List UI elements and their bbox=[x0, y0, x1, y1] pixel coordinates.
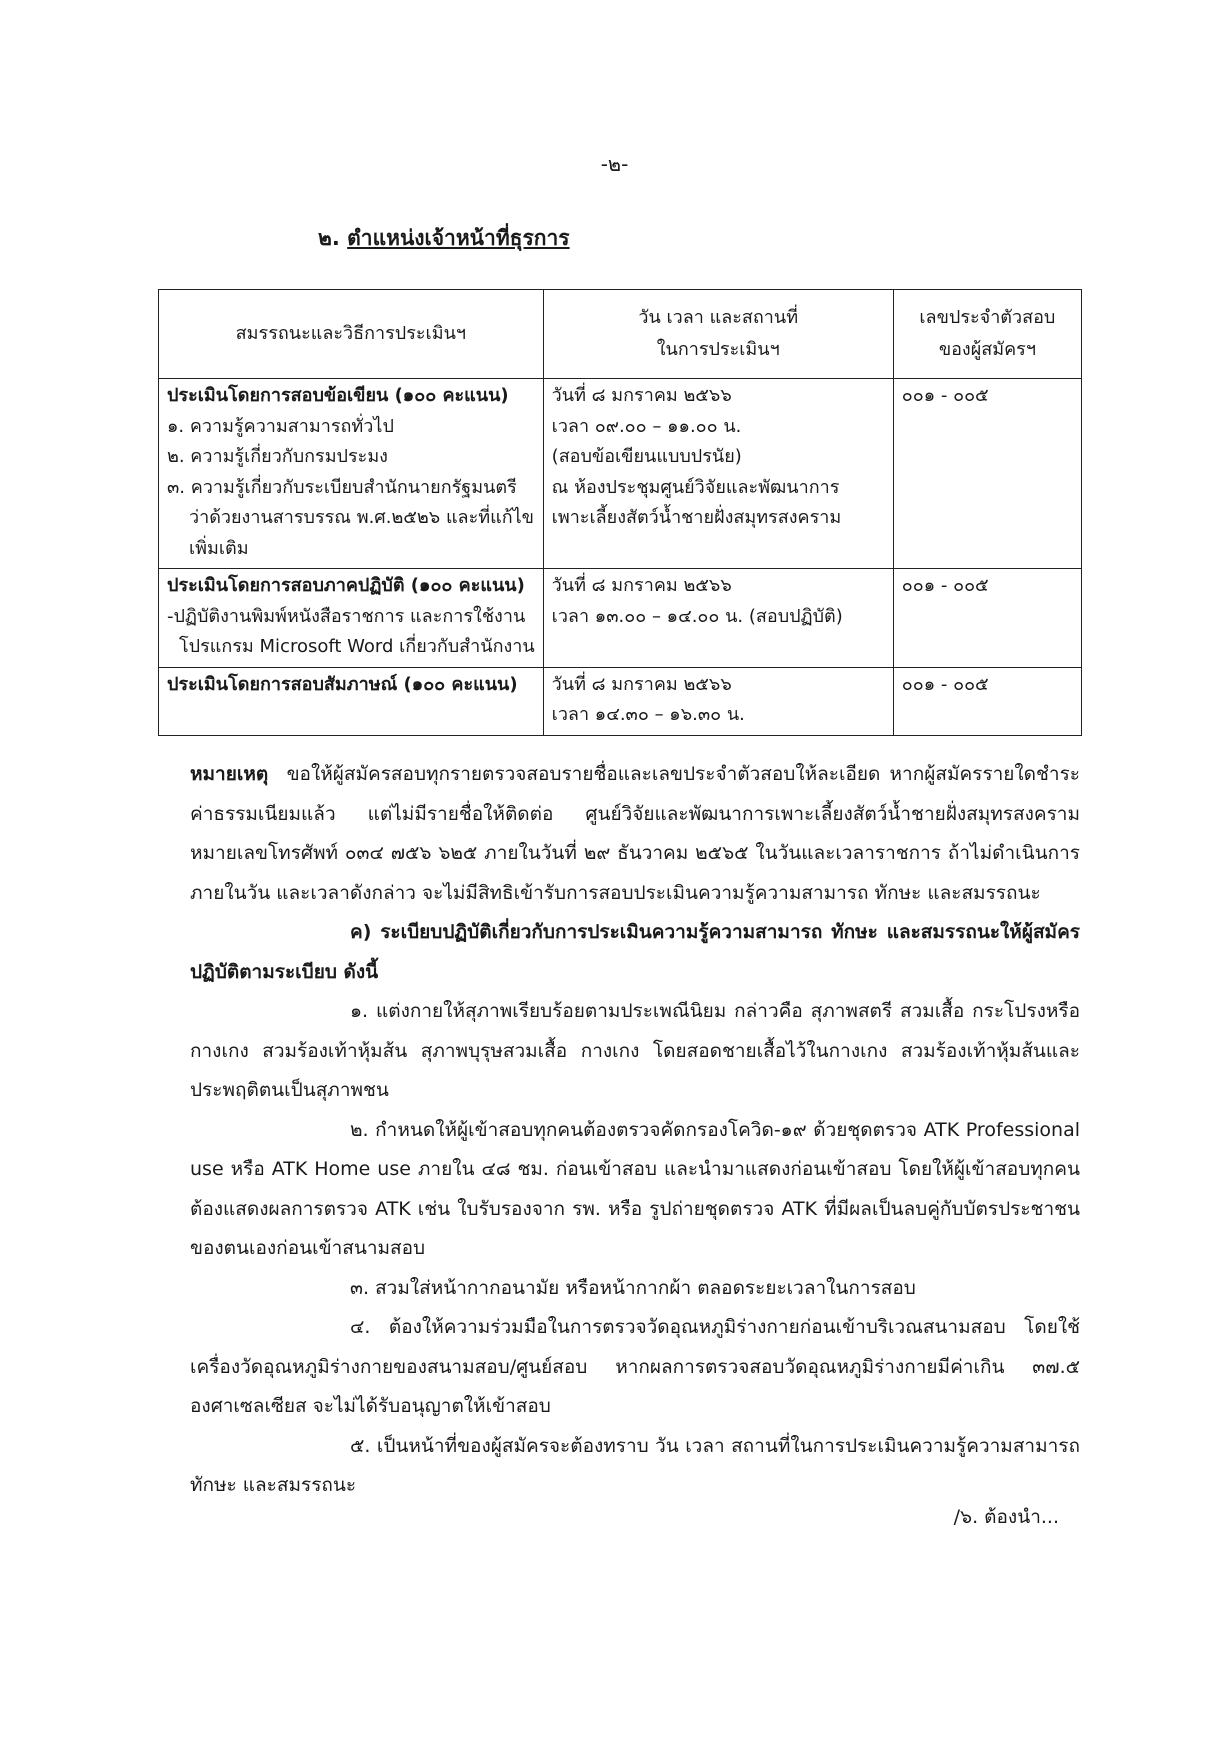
note-text: ขอให้ผู้สมัครสอบทุกรายตรวจสอบรายชื่อและเลขประจำตัวสอบให้ละเอียด หากผู้สมัครรายใดชำระค่าธรรมเนียมแล้ว แต่ไม่มีรายชื่อให้ติดต่อ ศูนย์วิจัยและพัฒนาการเพาะเลี้ยงสัตว์น้ำชายฝั่งสมุทรสงคราม หมายเลขโทรศัพท์ ๐๓๔ ๗๕๖ ๖๒๕ ภายในวันที่ ๒๙ ธันวาคม ๒๕๖๕ ในวันและเวลาราชการ ถ้าไม่ดำเนินการภายในวัน และเวลาดังกล่าว จะไม่มีสิทธิเข้ารับการสอบประเมินความรู้ความสามารถ ทักษะ และสมรรถนะ bbox=[190, 763, 1080, 904]
page-number: -๒- bbox=[600, 152, 629, 176]
competency-cell: ประเมินโดยการสอบข้อเขียน (๑๐๐ คะแนน) ๑. ความรู้ความสามารถทั่วไป ๒. ความรู้เกี่ยวกับกรมประมง ๓. ความรู้เกี่ยวกับระเบียบสำนักนายกรัฐมนตรี ว่าด้วยงานสารบรรณ พ.ศ.๒๕๒๖ และที่แก้ไข เพิ่มเติม bbox=[159, 379, 544, 569]
section-title-text: ตำแหน่งเจ้าหน้าที่ธุรการ bbox=[347, 226, 570, 250]
table-header-row bbox=[159, 290, 1082, 379]
exam-ids-cell: ๐๐๑ - ๐๐๕ bbox=[893, 569, 1081, 668]
schedule-table bbox=[158, 289, 1082, 736]
header-competency: สมรรถนะและวิธีการประเมินฯ bbox=[159, 290, 544, 379]
competency-cell: ประเมินโดยการสอบสัมภาษณ์ (๑๐๐ คะแนน) bbox=[159, 667, 544, 735]
schedule-cell: วันที่ ๘ มกราคม ๒๕๖๖ เวลา ๑๔.๓๐ – ๑๖.๓๐ น. bbox=[543, 667, 893, 735]
table-row bbox=[159, 379, 1082, 569]
header-exam-ids: เลขประจำตัวสอบ ของผู้สมัครฯ bbox=[893, 290, 1081, 379]
rule-item: ๓. สวมใส่หน้ากากอนามัย หรือหน้ากากผ้า ตลอดระยะเวลาในการสอบ bbox=[350, 1276, 916, 1299]
rule-item: ๔. ต้องให้ความร่วมมือในการตรวจวัดอุณหภูมิร่างกายก่อนเข้าบริเวณสนามสอบ โดยใช้เครื่องวัดอุณหภูมิร่างกายของสนามสอบ/ศูนย์สอบ หากผลการตรวจสอบวัดอุณหภูมิร่างกายมีค่าเกิน ๓๗.๕ องศาเซลเซียส จะไม่ได้รับอนุญาตให้เข้าสอบ bbox=[190, 1316, 1080, 1417]
schedule-cell: วันที่ ๘ มกราคม ๒๕๖๖ เวลา ๐๙.๐๐ – ๑๑.๐๐ น. (สอบข้อเขียนแบบปรนัย) ณ ห้องประชุมศูนย์วิจัยและพัฒนาการ เพาะเลี้ยงสัตว์น้ำชายฝั่งสมุทรสงคราม bbox=[543, 379, 893, 569]
exam-ids-cell: ๐๐๑ - ๐๐๕ bbox=[893, 667, 1081, 735]
header-schedule: วัน เวลา และสถานที่ ในการประเมินฯ bbox=[543, 290, 893, 379]
rule-item: ๑. แต่งกายให้สุภาพเรียบร้อยตามประเพณีนิยม กล่าวคือ สุภาพสตรี สวมเสื้อ กระโปรงหรือกางเกง สวมร้องเท้าหุ้มส้น สุภาพบุรุษสวมเสื้อ กางเกง โดยสอดชายเสื้อไว้ในกางเกง สวมร้องเท้าหุ้มส้นและประพฤติตนเป็นสุภาพชน bbox=[190, 1000, 1080, 1101]
continuation-note: /๖. ต้องนำ... bbox=[953, 1506, 1059, 1528]
section-title bbox=[318, 222, 570, 255]
competency-cell: ประเมินโดยการสอบภาคปฏิบัติ (๑๐๐ คะแนน) -ปฏิบัติงานพิมพ์หนังสือราชการ และการใช้งาน โปรแกรม Microsoft Word เกี่ยวกับสำนักงาน bbox=[159, 569, 544, 668]
schedule-cell: วันที่ ๘ มกราคม ๒๕๖๖ เวลา ๑๓.๐๐ – ๑๔.๐๐ น. (สอบปฏิบัติ) bbox=[543, 569, 893, 668]
rule-item: ๕. เป็นหน้าที่ของผู้สมัครจะต้องทราบ วัน เวลา สถานที่ในการประเมินความรู้ความสามารถ ทักษะ และสมรรถนะ bbox=[190, 1434, 1080, 1496]
rule-item: ๒. กำหนดให้ผู้เข้าสอบทุกคนต้องตรวจคัดกรองโควิด-๑๙ ด้วยชุดตรวจ ATK Professional use หรือ ATK Home use ภายใน ๔๘ ชม. ก่อนเข้าสอบ และนำมาแสดงก่อนเข้าสอบ โดยให้ผู้เข้าสอบทุกคนต้องแสดงผลการตรวจ ATK เช่น ใบรับรองจาก รพ. หรือ รูปถ่ายชุดตรวจ ATK ที่มีผลเป็นลบคู่กับบัตรประชาชนของตนเองก่อนเข้าสนามสอบ bbox=[190, 1118, 1080, 1259]
main-body bbox=[190, 755, 1080, 1506]
section-number: ๒. bbox=[318, 226, 340, 250]
table-row bbox=[159, 667, 1082, 735]
table-row bbox=[159, 569, 1082, 668]
note-label: หมายเหตุ bbox=[190, 763, 269, 785]
exam-ids-cell: ๐๐๑ - ๐๐๕ bbox=[893, 379, 1081, 569]
section-c-heading: ค) ระเบียบปฏิบัติเกี่ยวกับการประเมินความรู้ความสามารถ ทักษะ และสมรรถนะให้ผู้สมัครปฏิบัติตามระเบียบ ดังนี้ bbox=[190, 921, 1080, 983]
note-paragraph bbox=[190, 755, 1080, 913]
